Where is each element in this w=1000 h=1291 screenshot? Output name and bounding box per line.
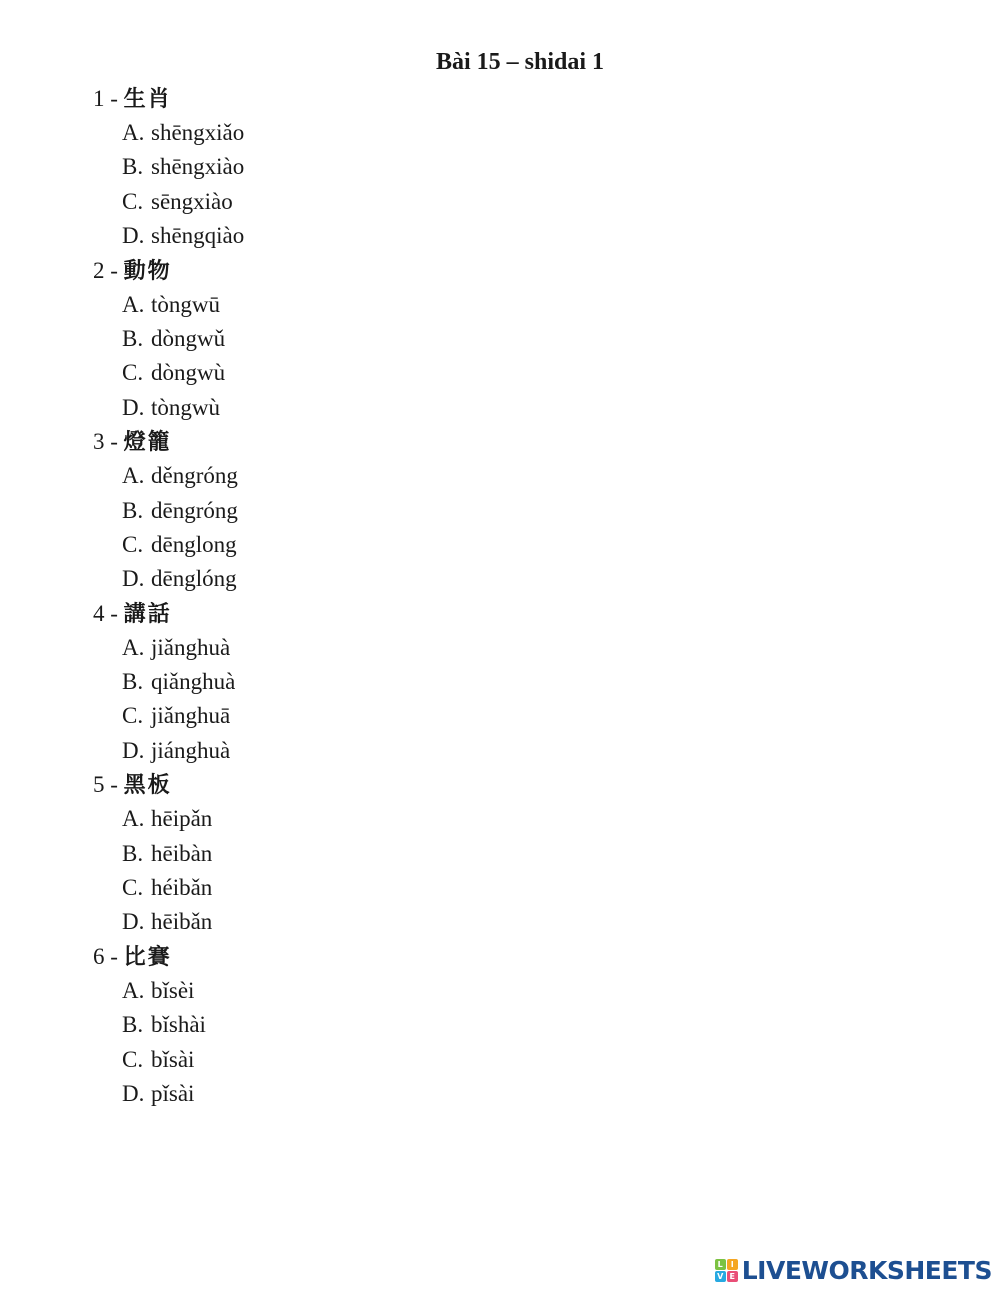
question-6 [93,940,244,1112]
question-prompt [93,940,244,974]
liveworksheets-logo [715,1254,992,1286]
option-pinyin: sēngxiào [151,188,233,214]
question-5 [93,768,244,940]
option-letter: D. [122,566,145,592]
answer-option[interactable] [93,219,244,253]
question-2 [93,254,244,426]
option-pinyin: dēnglóng [151,566,237,592]
question-hanzi: 生肖 [123,86,172,112]
answer-option[interactable] [93,905,244,939]
option-letter: D. [122,223,145,249]
logo-block-v: V [715,1271,726,1282]
option-pinyin: jiǎnghuā [151,703,231,729]
question-hanzi: 動物 [123,257,172,284]
answer-option[interactable] [93,562,244,596]
option-pinyin: qiǎnghuà [151,669,236,695]
answer-option[interactable] [93,528,244,562]
answer-option[interactable] [93,974,244,1008]
question-hanzi: 比賽 [123,943,172,970]
question-prompt [93,597,244,631]
logo-icon [715,1259,738,1282]
logo-block-i: I [727,1259,738,1270]
option-letter: A. [122,291,145,317]
option-letter: A. [122,977,145,1003]
option-letter: C. [122,1046,144,1072]
answer-option[interactable] [93,356,244,390]
option-letter: D. [122,737,145,763]
option-letter: A. [122,120,145,145]
option-letter: A. [122,806,145,832]
answer-option[interactable] [93,631,244,665]
question-number: 2 - [93,257,118,283]
option-pinyin: shēngxiào [151,154,245,180]
option-letter: C. [122,188,144,214]
question-4 [93,597,244,769]
answer-option[interactable] [93,150,244,184]
answer-option[interactable] [93,185,244,219]
question-hanzi: 黑板 [123,772,172,799]
answer-option[interactable] [93,734,244,768]
answer-option[interactable] [93,871,244,905]
question-number: 4 - [93,600,118,626]
answer-option[interactable] [93,322,244,356]
question-hanzi: 燈籠 [123,429,172,456]
question-number: 6 - [93,943,118,969]
option-pinyin: tòngwù [151,394,220,420]
answer-option[interactable] [93,116,244,150]
answer-option[interactable] [93,1008,244,1042]
option-letter: C. [122,531,144,557]
question-3 [93,425,244,597]
logo-block-l: L [715,1259,726,1270]
option-pinyin: hēibǎn [151,909,213,935]
option-pinyin: bǐshài [151,1012,206,1038]
question-prompt [93,768,244,802]
option-pinyin: dēnglong [151,531,237,557]
option-letter: D. [122,394,145,420]
option-pinyin: pǐsài [151,1080,195,1106]
option-pinyin: jiánghuà [151,737,231,763]
question-prompt [93,82,244,116]
option-pinyin: hēipǎn [151,806,213,832]
option-letter: B. [122,1012,144,1038]
option-letter: C. [122,703,144,729]
option-letter: C. [122,875,144,901]
option-pinyin: jiǎnghuà [151,634,231,660]
option-pinyin: shēngxiǎo [151,120,245,145]
answer-option[interactable] [93,699,244,733]
option-pinyin: dēngróng [151,497,238,523]
option-pinyin: děngróng [151,463,238,489]
answer-option[interactable] [93,665,244,699]
option-pinyin: shēngqiào [151,223,245,249]
question-number: 3 - [93,429,118,455]
option-pinyin: dòngwù [151,360,226,386]
option-letter: B. [122,497,144,523]
answer-option[interactable] [93,459,244,493]
answer-option[interactable] [93,288,244,322]
option-letter: D. [122,909,145,935]
option-letter: D. [122,1080,145,1106]
option-letter: B. [122,154,144,180]
option-letter: B. [122,325,144,351]
answer-option[interactable] [93,494,244,528]
answer-option[interactable] [93,1043,244,1077]
question-number: 5 - [93,772,118,798]
question-1 [93,82,244,254]
question-list [93,82,244,1111]
question-number: 1 - [93,86,118,111]
question-hanzi: 講話 [123,600,172,627]
question-prompt [93,254,244,288]
option-pinyin: dòngwǔ [151,325,226,351]
option-letter: C. [122,360,144,386]
answer-option[interactable] [93,391,244,425]
question-prompt [93,425,244,459]
option-letter: A. [122,634,145,660]
option-letter: A. [122,463,145,489]
option-pinyin: bǐsèi [151,977,195,1003]
option-pinyin: hēibàn [151,840,213,866]
option-letter: B. [122,669,144,695]
option-pinyin: héibǎn [151,875,213,901]
option-pinyin: tòngwū [151,291,220,317]
logo-wordmark: LIVEWORKSHEETS [741,1255,992,1285]
logo-block-e: E [727,1271,738,1282]
worksheet-title: Bài 15 – shidai 1 [435,49,605,75]
answer-option[interactable] [93,802,244,836]
answer-option[interactable] [93,1077,244,1111]
option-letter: B. [122,840,144,866]
answer-option[interactable] [93,837,244,871]
option-pinyin: bǐsài [151,1046,195,1072]
